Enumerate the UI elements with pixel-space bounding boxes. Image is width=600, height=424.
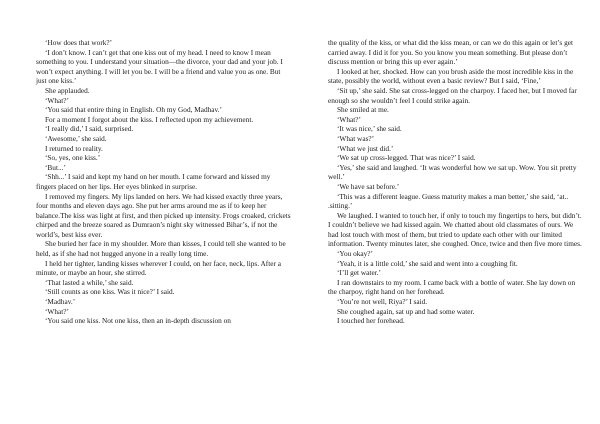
- paragraph: ‘We have sat before.’: [337, 181, 400, 191]
- paragraph: ‘What we just did.’: [337, 143, 394, 153]
- paragraph: ‘What?’: [45, 95, 69, 105]
- left-page: [36, 38, 291, 326]
- paragraph: For a moment I forgot about the kiss. I reflected upon my achievement.: [45, 114, 254, 124]
- paragraph: ‘Awesome,’ she said.: [45, 133, 107, 143]
- paragraph: ‘Madhav.’: [45, 297, 76, 307]
- paragraph: ‘You said that entire thing in English. Oh my God, Madhav.’: [45, 105, 222, 115]
- paragraph: ‘But...’: [45, 162, 66, 172]
- paragraph: ‘You okay?’: [337, 249, 373, 259]
- paragraph: ‘What?’: [45, 306, 69, 316]
- paragraph: She smiled at me.: [337, 105, 389, 115]
- paragraph: ‘What was?’: [337, 133, 375, 143]
- paragraph: ‘This was a different league. Guess maturity makes a man better,’ she said, ‘at.. .sitting.’: [328, 191, 569, 211]
- paragraph: ‘You said one kiss. Not one kiss, then an in-depth discussion on: [45, 316, 231, 326]
- paragraph: I removed my fingers. My lips landed on hers. We had kissed exactly three years, four months and eleven days ago. She put her arms around me as if to keep her balance.The kiss was light at first, and then picked up intensity. Frogs croaked, crickets chirped and the breeze soared as Dumraon’s night sky witnessed Bihar’s, if not the world’s, best kiss ever.: [36, 191, 291, 239]
- paragraph: ‘Shh...’ I said and kept my hand on her mouth. I came forward and kissed my fingers placed on her lips. Her eyes blinked in surprise.: [36, 172, 271, 191]
- paragraph: ‘I’ll get water.’: [337, 268, 381, 278]
- paragraph: ‘It was nice,’ she said.: [337, 124, 402, 134]
- paragraph: She coughed again, sat up and had some water.: [337, 306, 475, 316]
- paragraph: She buried her face in my shoulder. More than kisses, I could tell she wanted to be held, as if she had not hugged anyone in a really long time.: [36, 239, 286, 259]
- right-page: [328, 38, 583, 326]
- paragraph: ‘So, yes, one kiss.’: [45, 153, 101, 163]
- paragraph: I held her tighter, landing kisses wherever I could, on her face, neck, lips. After a minute, or maybe an hour, she stirred.: [36, 258, 281, 278]
- paragraph: I returned to reality.: [45, 143, 103, 153]
- paragraph: ‘I don’t know. I can’t get that one kiss out of my head. I need to know I mean something to you. I understand your situation—the divorce, your dad and your job. I won’t expect anything. I will let you be. I will be a friend and value you as one. But just one kiss.’: [36, 47, 283, 86]
- paragraph: I ran downstairs to my room. I came back with a bottle of water. She lay down on the charpoy, right hand on her forehead.: [328, 277, 576, 297]
- paragraph: ‘Yes,’ she said and laughed. ‘It was wonderful how we sat up. Wow. You sit pretty well.’: [328, 162, 577, 182]
- paragraph: ‘Yeah, it is a little cold,’ she said and went into a coughing fit.: [337, 258, 518, 268]
- paragraph: ‘That lasted a while,’ she said.: [45, 277, 134, 287]
- paragraph: ‘You’re not well, Riya?’ I said.: [337, 297, 428, 307]
- paragraph: ‘Still counts as one kiss. Was it nice?’ I said.: [45, 287, 175, 297]
- paragraph: ‘How does that work?’: [45, 38, 113, 47]
- paragraph: ‘We sat up cross-legged. That was nice?’ I said.: [337, 153, 476, 163]
- paragraph: I touched her forehead.: [337, 316, 405, 326]
- paragraph: ‘Sit up,’ she said. She sat cross-legged on the charpoy. I faced her, but I moved far enough so she wouldn’t feel I could strike again.: [328, 85, 577, 105]
- paragraph: We laughed. I wanted to touch her, if only to touch my fingertips to hers, but didn’t. I couldn’t believe we had kissed again. We chatted about old classmates of ours. We had lost touch with most of them, but tried to update each other with our limited information. Twenty minutes later, she coughed. Once, twice and then five more times.: [328, 210, 582, 249]
- paragraph: She applauded.: [45, 85, 90, 95]
- paragraph: ‘I really did,’ I said, surprised.: [45, 124, 134, 134]
- paragraph: ‘What?’: [337, 114, 361, 124]
- continued-paragraph: the quality of the kiss, or what did the kiss mean, or can we do this again or let’s get carried away. I did it for you. So you know you mean something. But please don’t discuss mention or bring this up ever again.’: [328, 38, 574, 67]
- paragraph: I looked at her, shocked. How can you brush aside the most incredible kiss in the state, possibly the world, without even a basic review? But I said, ‘Fine,’: [328, 66, 574, 86]
